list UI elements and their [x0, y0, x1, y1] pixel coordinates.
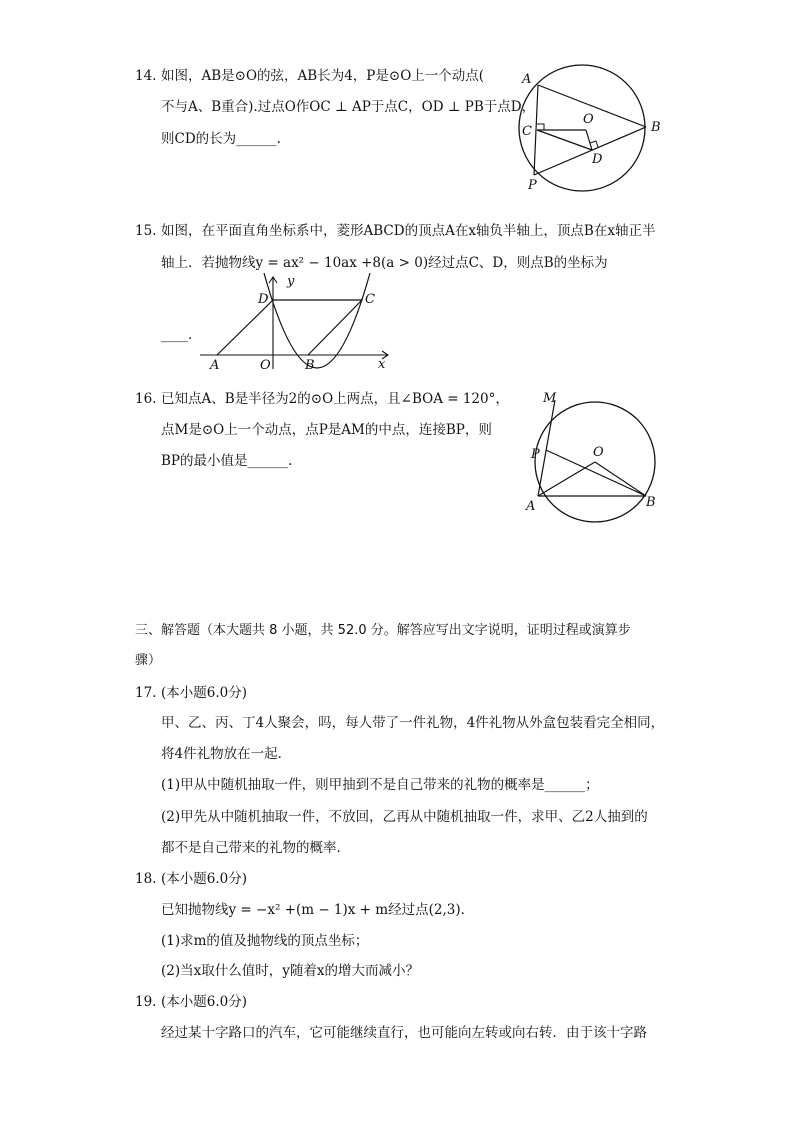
q17-line-3: (1)甲从中随机抽取一件，则甲抽到不是自己带来的礼物的概率是______；: [161, 777, 599, 793]
q14-line-1: 如图，AB是⊙O的弦，AB长为4，P是⊙O上一个动点(: [161, 68, 485, 84]
q19-line-1: 经过某十字路口的汽车，它可能继续直行，也可能向左转或向右转．由于该十字路: [161, 1025, 647, 1041]
q17-line-2: 将4件礼物放在一起．: [161, 746, 292, 762]
q14-line-3: 则CD的长为______.: [161, 131, 281, 147]
q14-number: 14.: [135, 68, 157, 84]
q14-label-B: B: [651, 120, 661, 135]
q19-number: 19.: [135, 994, 157, 1010]
q18-line-2: (1)求m的值及抛物线的顶点坐标；: [161, 933, 369, 949]
section-3-heading-cont: 骤）: [135, 653, 162, 668]
q17-score: (本小题6.0分): [161, 685, 248, 701]
q15-label-B: B: [305, 358, 315, 373]
q14-label-A: A: [522, 72, 532, 87]
q17-line-4: (2)甲先从中随机抽取一件，不放回，乙再从中随机抽取一件，求甲、乙2人抽到的: [161, 809, 648, 825]
q14-figure: [512, 63, 672, 193]
q18-number: 18.: [135, 871, 157, 887]
q15-line-3: ____.: [161, 327, 193, 343]
q14-label-D: D: [592, 152, 603, 167]
q16-label-B: B: [646, 495, 656, 510]
q17-line-5: 都不是自己带来的礼物的概率．: [161, 840, 350, 856]
q16-number: 16.: [135, 391, 157, 407]
q15-label-x: x: [378, 357, 386, 372]
q16-line-3: BP的最小值是______.: [161, 453, 293, 469]
q18-score: (本小题6.0分): [161, 871, 248, 887]
q15-label-O: O: [260, 358, 271, 373]
q16-figure: [515, 390, 675, 525]
q15-line-1: 如图，在平面直角坐标系中，菱形ABCD的顶点A在x轴负半轴上，顶点B在x轴正半: [161, 223, 656, 239]
q18-line-3: (2)当x取什么值时，y随着x的增大而减小？: [161, 963, 419, 979]
q16-label-A: A: [526, 499, 536, 514]
q15-label-C: C: [365, 292, 375, 307]
q14-line-2: 不与A、B重合).过点O作OC ⊥ AP于点C，OD ⊥ PB于点D，: [161, 99, 536, 115]
q15-figure: [200, 273, 400, 373]
section-3-heading: 三、解答题（本大题共 8 小题，共 52.0 分。解答应写出文字说明，证明过程或演算步: [135, 623, 631, 638]
q17-line-1: 甲、乙、丙、丁4人聚会，吗，每人带了一件礼物，4件礼物从外盒包装看完全相同，: [161, 715, 665, 731]
q15-label-D: D: [258, 292, 269, 307]
q18-line-1: 已知抛物线y = −x² +(m − 1)x + m经过点(2,3)．: [161, 902, 475, 918]
q16-label-O: O: [593, 445, 604, 460]
q16-label-P: P: [531, 447, 540, 462]
q17-number: 17.: [135, 685, 157, 701]
q14-label-O: O: [583, 112, 594, 127]
q14-label-C: C: [522, 124, 532, 139]
q16-line-2: 点M是⊙O上一个动点，点P是AM的中点，连接BP，则: [161, 422, 492, 438]
q15-line-2: 轴上．若抛物线y = ax² − 10ax +8(a > 0)经过点C、D，则点B的坐标为: [161, 255, 608, 271]
q19-score: (本小题6.0分): [161, 994, 248, 1010]
q15-label-y: y: [287, 274, 295, 289]
q15-label-A: A: [210, 358, 220, 373]
q14-label-P: P: [528, 178, 537, 193]
q16-label-M: M: [543, 391, 557, 406]
q16-line-1: 已知点A、B是半径为2的⊙O上两点，且∠BOA = 120°，: [161, 391, 509, 407]
q15-number: 15.: [135, 223, 157, 239]
